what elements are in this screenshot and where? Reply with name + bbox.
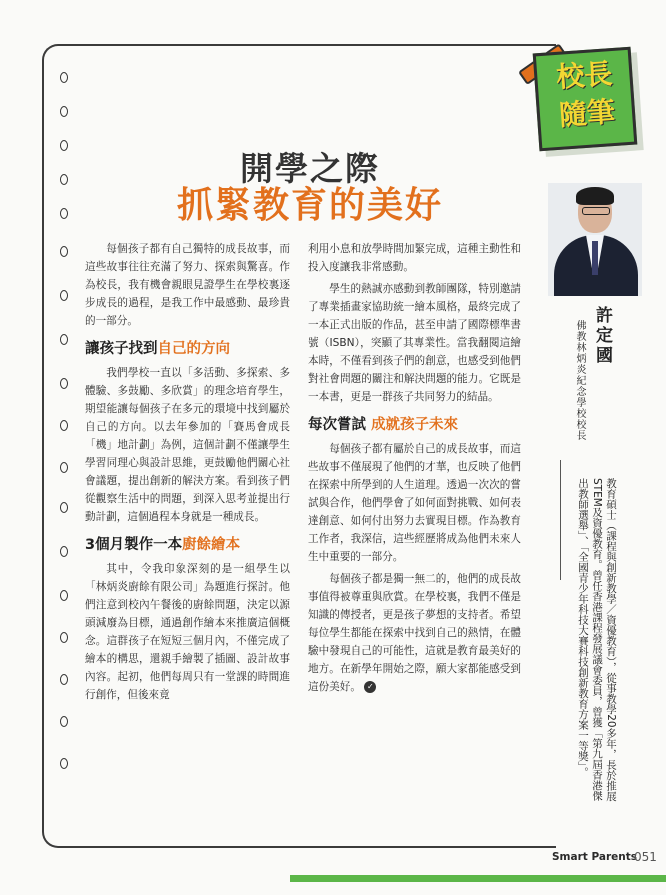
heading-plain: 3個月製作一本: [85, 537, 183, 553]
closing-text: 每個孩子都是獨一無二的，他們的成長故事值得被尊重與欣賞。在學校裏，我們不僅是知識的傳授者，更是孩子夢想的支持者。希望每位學生都能在探索中找到自己的熱情，在體驗中發現自己的可能性，這就是教育最美好的地方。在新學年開始之際，願大家都能感受到這份美好。: [308, 573, 521, 693]
heading-accent: 廚餘繪本: [182, 537, 241, 553]
page-title-line2: 抓緊教育的美好: [176, 185, 443, 226]
article-column-2: [308, 240, 521, 700]
section-heading: [308, 416, 521, 434]
glasses-icon: [582, 207, 610, 215]
ring-icon: [60, 716, 68, 727]
paragraph: [308, 570, 521, 696]
paragraph: 學生的熱誠亦感動到教師團隊，特別邀請了專業插畫家協助統一繪本風格，最終完成了一本正式出版的作品，甚至申請了國際標準書號（ISBN），突顯了其專業性。當我翻閱這繪本時，不僅看到孩子們的創意，也感受到他們對社會問題的關注和解決問題的能力。它既是一本書，更是一群孩子共同努力的結晶。: [308, 283, 521, 403]
page-title-line1: 開學之際: [240, 149, 380, 188]
author-school: 佛教林炳炎紀念學校校長: [574, 320, 585, 441]
ring-icon: [60, 208, 68, 219]
paragraph: 每個孩子都有自己獨特的成長故事，而這些故事往往充滿了努力、探索與驚喜。作為校長，我有機會親眼見證學生在學校裏逐步成長的過程，是我工作中最感動、最珍貴的一部分。: [85, 243, 290, 327]
ring-icon: [60, 420, 68, 431]
paragraph: 每個孩子都有屬於自己的成長故事，而這些故事不僅展現了他們的才華，也反映了他們在探索中所學到的人生道理。透過一次次的嘗試與合作，他們學會了如何面對挑戰、如何表達創意、如何付出努力去實現目標。作為教育工作者，我深信，這些經歷將成為他們未來人生中重要的一部分。: [308, 443, 521, 563]
badge-line1: 校長: [555, 57, 614, 94]
author-bio: 教育碩士（課程與創新教學／資優教育），從事教學20多年，長於推展STEM及資優教育。曾任香港課程發展議會委員，曾獲「第九屆香港傑出教師選舉」、「全國青少年科技大賽科技創新教育方案一等獎」。: [577, 478, 617, 802]
magazine-brand: Smart Parents: [552, 851, 637, 863]
end-mark-icon: ✓: [364, 681, 376, 693]
ring-icon: [60, 632, 68, 643]
author-name: 許定國: [592, 306, 612, 366]
heading-plain: 讓孩子找到: [85, 341, 158, 357]
paragraph: 其中，令我印象深刻的是一組學生以「林炳炎廚餘有限公司」為題進行探討。他們注意到校內午餐後的廚餘問題，決定以源頭減廢為目標，通過創作繪本來推廣這個概念。這群孩子在短短三個月內，不僅完成了繪本的構思，還親手繪製了插圖、設計故事內容。起初，他們每周只有一堂課的時間進行創作，但後來竟: [85, 563, 290, 701]
footer-accent-bar: [290, 875, 666, 882]
ring-icon: [60, 334, 68, 345]
page-number: 051: [634, 850, 657, 864]
ring-icon: [60, 546, 68, 557]
article-column-1: [85, 240, 290, 708]
bio-divider: [560, 460, 561, 580]
ring-icon: [60, 502, 68, 513]
section-heading: [85, 340, 290, 358]
ring-icon: [60, 106, 68, 117]
photo-tie: [592, 241, 598, 275]
ring-icon: [60, 140, 68, 151]
ring-icon: [60, 246, 68, 257]
badge-box: [533, 47, 638, 152]
heading-accent: 成就孩子未來: [371, 417, 459, 433]
ring-icon: [60, 378, 68, 389]
ring-icon: [60, 290, 68, 301]
heading-accent: 自己的方向: [157, 341, 230, 357]
section-heading: [85, 536, 290, 554]
ring-icon: [60, 174, 68, 185]
badge-line2: 隨筆: [557, 94, 617, 132]
ring-icon: [60, 462, 68, 473]
paragraph: 我們學校一直以「多活動、多探索、多體驗、多鼓勵、多欣賞」的理念培育學生，期望能讓每個孩子在多元的環境中找到屬於自己的方向。以去年參加的「賽馬會成長「機」地計劃」為例，這個計劃不僅讓學生學習同理心與設計思維，更鼓勵他們關心社會議題，提出創新的解決方案。看到孩子們從觀察生活中的問題，到深入思考並提出行動計劃，這個過程本身就是一種成長。: [85, 367, 290, 523]
ring-icon: [60, 758, 68, 769]
heading-plain: 每次嘗試: [308, 417, 372, 433]
ring-icon: [60, 72, 68, 83]
ring-icon: [60, 674, 68, 685]
column-badge: [518, 32, 643, 152]
photo-hair: [576, 187, 614, 205]
author-photo: [548, 183, 642, 296]
paragraph: 利用小息和放學時間加緊完成，這種主動性和投入度讓我非常感動。: [308, 243, 521, 273]
ring-icon: [60, 590, 68, 601]
